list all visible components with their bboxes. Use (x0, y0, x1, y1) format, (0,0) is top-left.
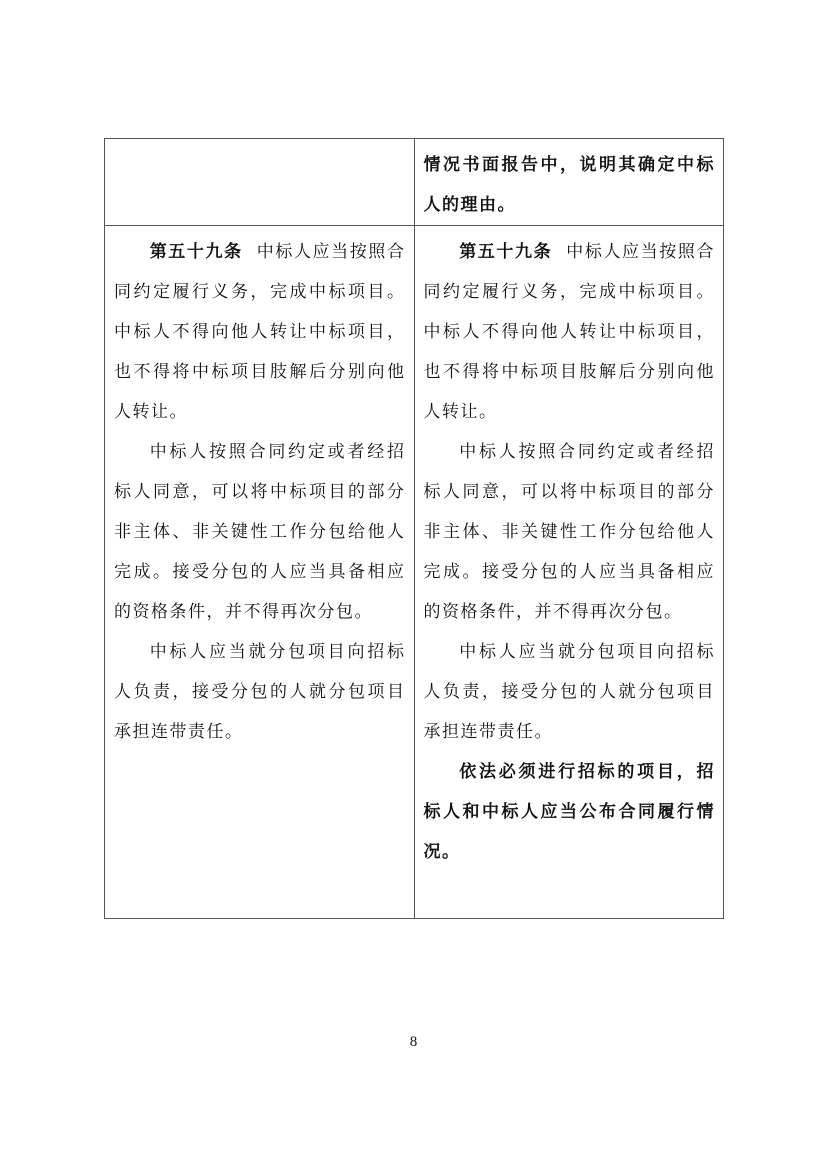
comparison-table (104, 138, 724, 919)
table-cell-right (414, 226, 724, 919)
table-row (105, 139, 724, 226)
old-article-paragraph-1 (114, 232, 406, 432)
page-number: 8 (409, 1034, 418, 1050)
paragraph-text: 中标人应当按照合同约定履行义务，完成中标项目。中标人不得向他人转让中标项目，也不得将中标项目肢解后分别向他人转让。 (114, 242, 406, 422)
new-text-continuation: 情况书面报告中，说明其确定中标人的理由。 (423, 155, 715, 215)
old-article-paragraph-3: 中标人应当就分包项目向招标人负责，接受分包的人就分包项目承担连带责任。 (114, 642, 406, 742)
table-cell-right (414, 139, 724, 226)
new-article-paragraph-1 (424, 232, 716, 432)
new-article-paragraph-3: 中标人应当就分包项目向招标人负责，接受分包的人就分包项目承担连带责任。 (423, 642, 715, 742)
table-cell-left (105, 226, 415, 919)
paragraph-text: 中标人应当按照合同约定履行义务，完成中标项目。中标人不得向他人转让中标项目，也不得将中标项目肢解后分别向他人转让。 (423, 242, 715, 422)
article-heading: 第五十九条 (149, 242, 243, 262)
new-article-paragraph-2: 中标人按照合同约定或者经招标人同意，可以将中标项目的部分非主体、非关键性工作分包给他人完成。接受分包的人应当具备相应的资格条件，并不得再次分包。 (423, 442, 715, 622)
new-article-paragraph-added: 依法必须进行招标的项目，招标人和中标人应当公布合同履行情况。 (423, 762, 715, 862)
table-row (105, 226, 724, 919)
table-cell-left (105, 139, 415, 226)
article-heading: 第五十九条 (459, 242, 553, 262)
old-article-paragraph-2: 中标人按照合同约定或者经招标人同意，可以将中标项目的部分非主体、非关键性工作分包给他人完成。接受分包的人应当具备相应的资格条件，并不得再次分包。 (114, 442, 406, 622)
